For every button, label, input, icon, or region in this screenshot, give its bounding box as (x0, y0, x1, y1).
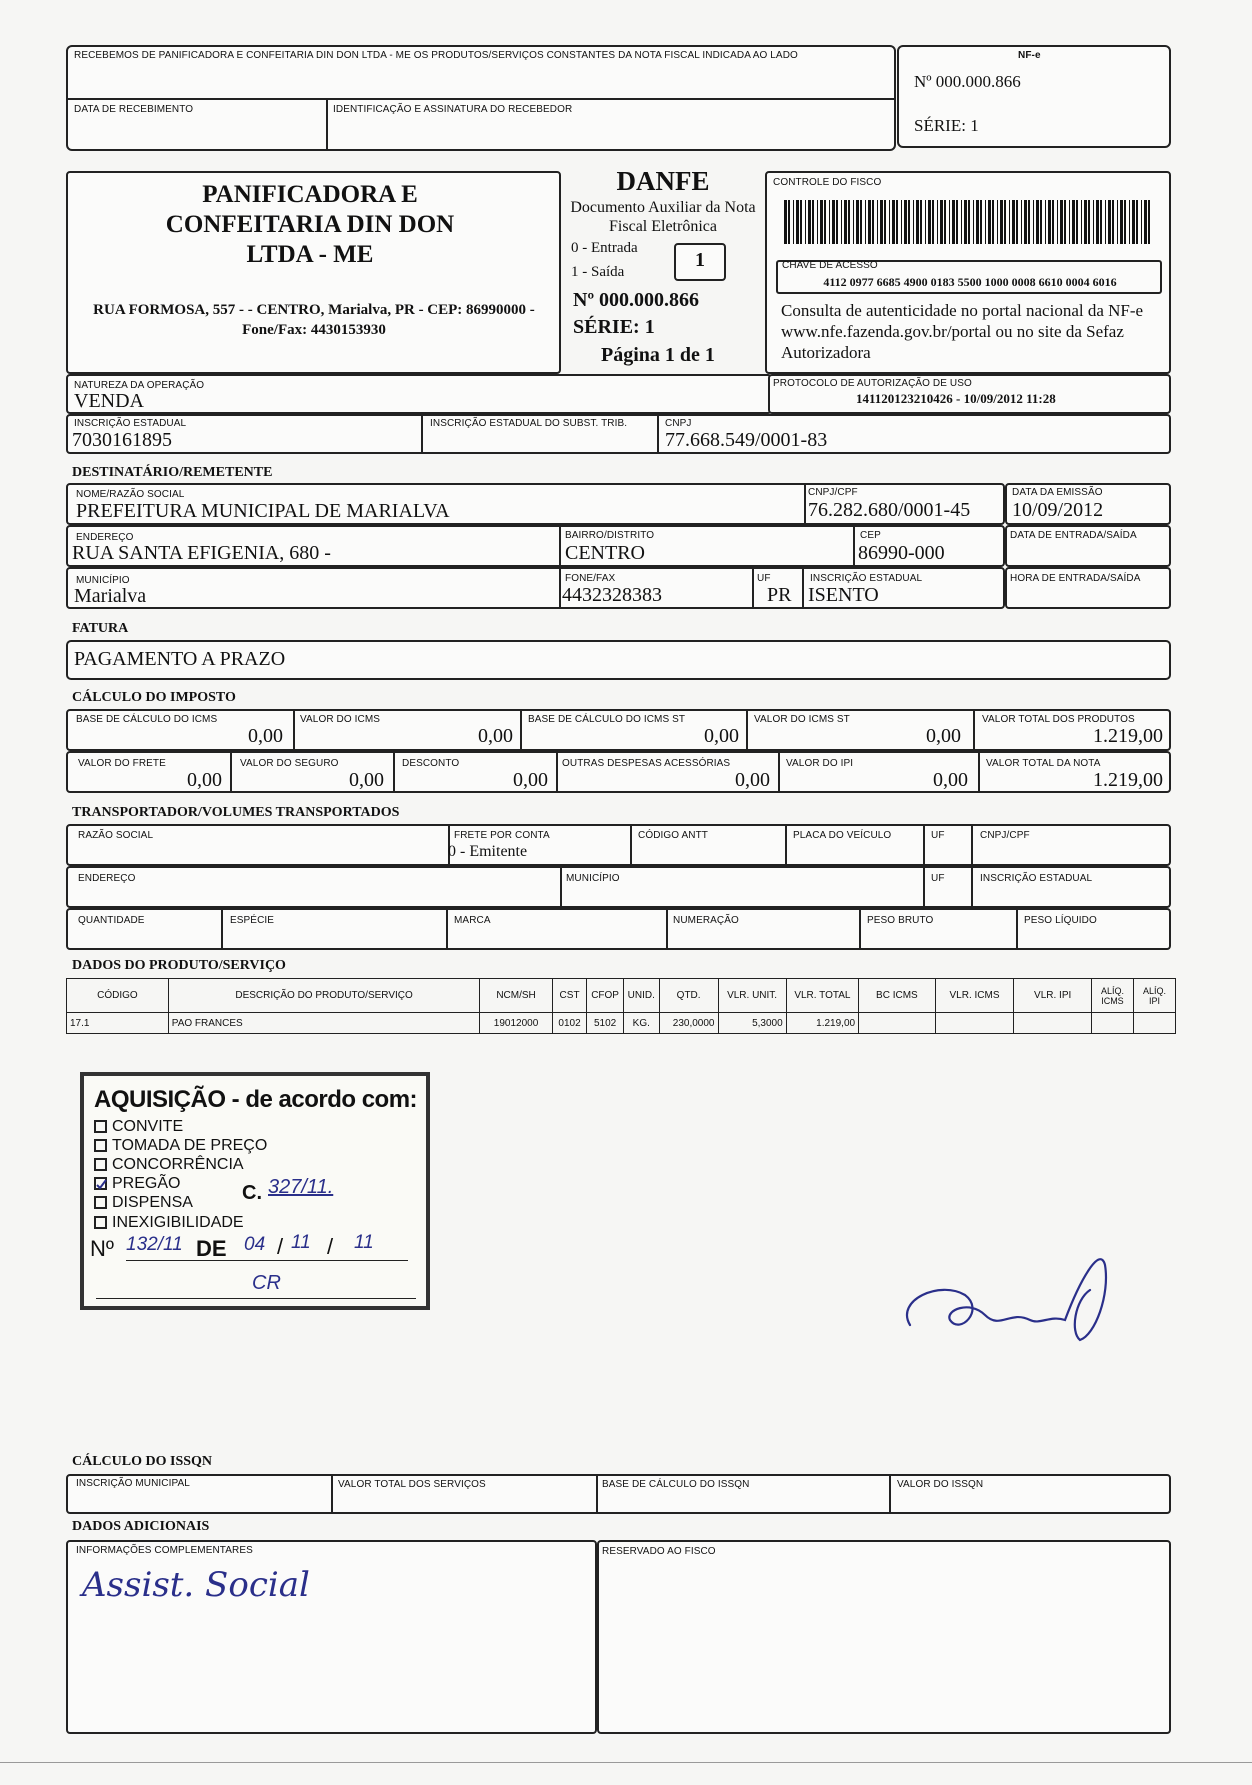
barcode-bar (952, 200, 955, 244)
barcode-bar (968, 200, 970, 244)
uf-label: UF (757, 573, 771, 584)
barcode-bar (872, 200, 874, 244)
barcode-bar (1117, 200, 1118, 244)
barcode-bar (836, 200, 838, 244)
tax2-div3 (556, 751, 558, 793)
transport-cnpj-label: CNPJ/CPF (980, 830, 1030, 841)
danfe-exit: 1 - Saída (571, 264, 625, 280)
freight-label: FRETE POR CONTA (454, 830, 550, 841)
fisco-control-label: CONTROLE DO FISCO (773, 177, 882, 188)
barcode-bar (1076, 200, 1078, 244)
barcode-bar (832, 200, 835, 244)
qty-label: QUANTIDADE (78, 915, 145, 926)
stamp-c-label: C. (242, 1182, 262, 1204)
barcode-bar (913, 200, 914, 244)
tax2-div2 (393, 751, 395, 793)
barcode-bar (956, 200, 958, 244)
barcode-bar (1016, 200, 1018, 244)
tax-ipi-label: VALOR DO IPI (786, 758, 854, 769)
barcode-bar (973, 200, 974, 244)
district-label: BAIRRO/DISTRITO (565, 530, 655, 541)
barcode-bar (793, 200, 794, 244)
checkbox-icon (94, 1139, 107, 1152)
barcode-bar (868, 200, 871, 244)
barcode-bar (925, 200, 926, 244)
col-aliq-ipi: ALÍQ. IPI (1133, 979, 1175, 1013)
col-unit-value: VLR. UNIT. (718, 979, 786, 1013)
barcode-bar (1028, 200, 1030, 244)
tax1-div2 (520, 709, 522, 751)
barcode-bar (841, 200, 842, 244)
tr1-div3 (785, 824, 787, 866)
tax-insurance-value: 0,00 (349, 769, 384, 791)
plate-label: PLACA DO VEÍCULO (793, 830, 892, 841)
barcode-bar (1069, 200, 1070, 244)
tax-bc-icms-value: 0,00 (248, 725, 283, 747)
tax2-div5 (978, 751, 980, 793)
barcode-bar (944, 200, 946, 244)
ie-div2 (657, 414, 659, 454)
issuer-cnpj-label: CNPJ (665, 418, 692, 429)
checkbox-icon (94, 1158, 107, 1171)
stamp-no-label: Nº (90, 1236, 114, 1261)
checkbox-icon (94, 1120, 107, 1133)
issuer-address: RUA FORMOSA, 557 - - CENTRO, Marialva, PR - CEP: 86990000 - Fone/Fax: 4430153930 (93, 302, 535, 338)
barcode-bar (1112, 200, 1114, 244)
transport-section: TRANSPORTADOR/VOLUMES TRANSPORTADOS (72, 805, 400, 820)
barcode-bar (892, 200, 895, 244)
barcode-bar (992, 200, 994, 244)
city-div1 (559, 567, 561, 609)
tr3-div5 (1016, 908, 1018, 950)
stamp-title: AQUISIÇÃO - de acordo com: (94, 1086, 418, 1113)
freight-value: 0 - Emitente (448, 843, 528, 860)
stamp-sep2: / (327, 1234, 334, 1259)
stamp-month: 11 (291, 1232, 311, 1253)
stamp-option-label: PREGÃO (112, 1175, 181, 1192)
reserved-label: RESERVADO AO FISCO (602, 1546, 716, 1557)
tr3-div1 (221, 908, 223, 950)
barcode-bar (1036, 200, 1039, 244)
barcode-bar (928, 200, 931, 244)
transport-ie-label: INSCRIÇÃO ESTADUAL (980, 873, 1093, 884)
phone-label: FONE/FAX (565, 573, 616, 584)
antt-label: CÓDIGO ANTT (638, 830, 708, 841)
tax-bc-icms-st-value: 0,00 (704, 725, 739, 747)
danfe-number: Nº 000.000.866 (573, 289, 700, 311)
barcode-bar (1105, 200, 1106, 244)
barcode-bar (884, 200, 886, 244)
danfe-page: Página 1 de 1 (601, 344, 715, 366)
barcode-bar (1057, 200, 1058, 244)
barcode-bar (1045, 200, 1046, 244)
stamp-signature-line (96, 1298, 416, 1299)
tr2-div3 (971, 866, 973, 908)
tr2-div2 (923, 866, 925, 908)
row-unit-value: 5,3000 (718, 1013, 786, 1034)
stamp-option-inexigibilidade (94, 1214, 244, 1232)
barcode-bar (853, 200, 854, 244)
transport-city-label: MUNICÍPIO (566, 873, 620, 884)
row-ipi-value (1014, 1013, 1092, 1034)
stamp-de-label: DE (196, 1236, 227, 1261)
tax-freight-label: VALOR DO FRETE (78, 758, 166, 769)
additional-section: DADOS ADICIONAIS (72, 1519, 210, 1534)
ie-value: 7030161895 (72, 429, 172, 451)
issqn-div1 (331, 1474, 333, 1514)
tax-total-note-label: VALOR TOTAL DA NOTA (986, 758, 1101, 769)
tax-total-note-value: 1.219,00 (1093, 769, 1163, 791)
barcode-bar (976, 200, 979, 244)
barcode-bar (1108, 200, 1111, 244)
barcode-bar (1120, 200, 1123, 244)
tr1-div2 (630, 824, 632, 866)
danfe-title: DANFE (616, 166, 710, 196)
barcode-bar (889, 200, 890, 244)
barcode-bar (961, 200, 962, 244)
issqn-services-label: VALOR TOTAL DOS SERVIÇOS (338, 1479, 486, 1490)
bottom-edge (0, 1762, 1252, 1763)
receipt-divider (66, 98, 896, 100)
receipt-nfe-number: Nº 000.000.866 (914, 72, 1021, 91)
receipt-date-label: DATA DE RECEBIMENTO (74, 104, 194, 115)
row-icms-value (935, 1013, 1014, 1034)
additional-info-label: INFORMAÇÕES COMPLEMENTARES (76, 1545, 253, 1556)
stamp-option-label: INEXIGIBILIDADE (112, 1214, 244, 1231)
stamp-c-value: 327/11. (268, 1176, 334, 1198)
row-cst: 0102 (552, 1013, 587, 1034)
barcode-bar (820, 200, 823, 244)
emission-label: DATA DA EMISSÃO (1012, 487, 1103, 498)
barcode-bar (824, 200, 826, 244)
barcode-bar (1093, 200, 1094, 244)
barcode-bar (901, 200, 902, 244)
row-bc-icms (859, 1013, 936, 1034)
phone-value: 4432328383 (562, 584, 662, 606)
address-label: ENDEREÇO (76, 532, 134, 543)
protocol-value: 141120123210426 - 10/09/2012 11:28 (856, 391, 1056, 406)
barcode-bar (784, 200, 787, 244)
address-value: RUA SANTA EFIGENIA, 680 - (72, 542, 331, 564)
tax-freight-value: 0,00 (187, 769, 222, 791)
barcode-bar (985, 200, 986, 244)
tax-other-label: OUTRAS DESPESAS ACESSÓRIAS (562, 758, 731, 769)
stamp-year: 11 (354, 1232, 374, 1253)
city-value: Marialva (74, 585, 147, 607)
barcode-bar (1004, 200, 1006, 244)
checkbox-checked-icon (94, 1177, 107, 1190)
barcode (784, 200, 1152, 244)
products-section: DADOS DO PRODUTO/SERVIÇO (72, 958, 286, 973)
barcode-bar (1136, 200, 1138, 244)
uf-value: PR (767, 584, 792, 606)
stamp-day: 04 (244, 1234, 266, 1255)
tax-total-products-value: 1.219,00 (1093, 725, 1163, 747)
barcode-bar (812, 200, 814, 244)
issuer-name: PANIFICADORA E CONFEITARIA DIN DON LTDA - ME (165, 181, 455, 268)
recipient-cnpj-label: CNPJ/CPF (808, 487, 858, 498)
tax2-div4 (778, 751, 780, 793)
tax-total-products-label: VALOR TOTAL DOS PRODUTOS (982, 714, 1135, 725)
recipient-div1 (804, 483, 806, 525)
invoice-section: FATURA (72, 621, 129, 636)
col-unit: UNID. (623, 979, 659, 1013)
ie-div1 (421, 414, 423, 454)
row-cfop: 5102 (587, 1013, 623, 1034)
row-aliq-ipi (1133, 1013, 1175, 1034)
barcode-bar (1048, 200, 1051, 244)
tax1-div3 (746, 709, 748, 751)
row-ncm: 19012000 (480, 1013, 552, 1034)
emission-value: 10/09/2012 (1012, 499, 1104, 521)
danfe-type-value: 1 (695, 249, 705, 271)
col-qty: QTD. (659, 979, 718, 1013)
transport-uf2-label: UF (931, 873, 945, 884)
barcode-bar (1148, 200, 1150, 244)
tax-insurance-label: VALOR DO SEGURO (240, 758, 339, 769)
tr1-div4 (923, 824, 925, 866)
gross-weight-label: PESO BRUTO (867, 915, 934, 926)
tax-icms-st-label: VALOR DO ICMS ST (754, 714, 850, 725)
access-key: 4112 0977 6685 4900 0183 5500 1000 0008 6610 0004 6016 (823, 275, 1117, 289)
stamp-option-label: CONCORRÊNCIA (112, 1156, 244, 1173)
issqn-municipal-label: INSCRIÇÃO MUNICIPAL (76, 1478, 190, 1489)
issqn-div2 (596, 1474, 598, 1514)
nature-value: VENDA (74, 390, 144, 412)
barcode-bar (1088, 200, 1090, 244)
barcode-bar (1124, 200, 1126, 244)
protocol-label: PROTOCOLO DE AUTORIZAÇÃO DE USO (773, 378, 972, 389)
barcode-bar (1132, 200, 1135, 244)
brand-label: MARCA (454, 915, 491, 926)
col-cfop: CFOP (587, 979, 623, 1013)
stamp-option-label: CONVITE (112, 1118, 184, 1135)
addr-div1 (559, 525, 561, 567)
access-key-label: CHAVE DE ACESSO (782, 260, 878, 271)
district-value: CENTRO (565, 542, 645, 564)
reserved-box (597, 1540, 1171, 1734)
products-header-row (67, 979, 1176, 1013)
barcode-bar (860, 200, 862, 244)
tax1-div4 (973, 709, 975, 751)
acquisition-stamp (80, 1072, 430, 1310)
cep-value: 86990-000 (858, 542, 945, 564)
barcode-bar (1096, 200, 1099, 244)
barcode-bar (1040, 200, 1042, 244)
stamp-option-label: TOMADA DE PREÇO (112, 1137, 268, 1154)
recipient-ie-label: INSCRIÇÃO ESTADUAL (810, 573, 923, 584)
tax-icms-st-value: 0,00 (926, 725, 961, 747)
recipient-name: PREFEITURA MUNICIPAL DE MARIALVA (76, 500, 450, 522)
tr1-div5 (971, 824, 973, 866)
issuer-cnpj-value: 77.668.549/0001-83 (665, 429, 828, 451)
barcode-bar (1084, 200, 1087, 244)
cep-label: CEP (860, 530, 881, 541)
stamp-option-dispensa (94, 1194, 193, 1212)
species-label: ESPÉCIE (230, 915, 275, 926)
barcode-bar (800, 200, 802, 244)
col-ipi-value: VLR. IPI (1014, 979, 1092, 1013)
barcode-bar (1021, 200, 1022, 244)
net-weight-label: PESO LÍQUIDO (1024, 915, 1097, 926)
barcode-bar (796, 200, 799, 244)
danfe-subtitle: Documento Auxiliar da Nota Fiscal Eletrônica (570, 199, 756, 235)
row-aliq-icms (1091, 1013, 1133, 1034)
stamp-no-value: 132/11 (126, 1234, 183, 1255)
barcode-bar (1012, 200, 1015, 244)
tax-section: CÁLCULO DO IMPOSTO (72, 690, 236, 705)
barcode-bar (1129, 200, 1130, 244)
barcode-bar (980, 200, 982, 244)
barcode-bar (1033, 200, 1034, 244)
receipt-signature-label: IDENTIFICAÇÃO E ASSINATURA DO RECEBEDOR (333, 104, 573, 115)
stamp-option-label: DISPENSA (112, 1194, 193, 1211)
stamp-date-underline (126, 1260, 408, 1261)
issqn-div3 (889, 1474, 891, 1514)
barcode-bar (808, 200, 811, 244)
col-aliq-icms: ALÍQ. ICMS (1091, 979, 1133, 1013)
barcode-bar (1024, 200, 1027, 244)
barcode-bar (844, 200, 847, 244)
issqn-base-label: BASE DE CÁLCULO DO ISSQN (602, 1479, 750, 1490)
barcode-bar (788, 200, 790, 244)
tax2-div1 (230, 751, 232, 793)
col-description: DESCRIÇÃO DO PRODUTO/SERVIÇO (168, 979, 480, 1013)
barcode-bar (1144, 200, 1147, 244)
recipient-ie-value: ISENTO (808, 584, 879, 606)
col-cst: CST (552, 979, 587, 1013)
tr2-div1 (560, 866, 562, 908)
danfe-entry: 0 - Entrada (571, 240, 638, 256)
stamp-option-concorrencia (94, 1156, 244, 1174)
issqn-value-label: VALOR DO ISSQN (897, 1479, 984, 1490)
barcode-bar (1064, 200, 1066, 244)
nature-label: NATUREZA DA OPERAÇÃO (74, 380, 205, 391)
barcode-bar (805, 200, 806, 244)
danfe-serie: SÉRIE: 1 (573, 316, 655, 338)
barcode-bar (896, 200, 898, 244)
barcode-bar (1141, 200, 1142, 244)
col-icms-value: VLR. ICMS (935, 979, 1014, 1013)
barcode-bar (877, 200, 878, 244)
barcode-bar (829, 200, 830, 244)
barcode-bar (1052, 200, 1054, 244)
tax-discount-label: DESCONTO (402, 758, 460, 769)
tax-other-value: 0,00 (735, 769, 770, 791)
tax-bc-icms-label: BASE DE CÁLCULO DO ICMS (76, 714, 218, 725)
stamp-option-convite (94, 1118, 183, 1136)
recipient-section: DESTINATÁRIO/REMETENTE (72, 465, 273, 480)
barcode-bar (964, 200, 967, 244)
receipt-nfe-label: NF-e (1018, 50, 1041, 61)
barcode-bar (1100, 200, 1102, 244)
receipt-nfe-serie: SÉRIE: 1 (914, 116, 979, 135)
time-label: HORA DE ENTRADA/SAÍDA (1010, 573, 1141, 584)
city-div3 (802, 567, 804, 609)
barcode-bar (1000, 200, 1003, 244)
tax-ipi-value: 0,00 (933, 769, 968, 791)
transport-uf-label: UF (931, 830, 945, 841)
barcode-bar (865, 200, 866, 244)
tax1-div1 (293, 709, 295, 751)
barcode-bar (937, 200, 938, 244)
barcode-bar (997, 200, 998, 244)
barcode-bar (1072, 200, 1075, 244)
row-unit: KG. (623, 1013, 659, 1034)
table-row (67, 1013, 1176, 1034)
entry-date-label: DATA DE ENTRADA/SAÍDA (1010, 530, 1137, 541)
issqn-section: CÁLCULO DO ISSQN (72, 1454, 213, 1469)
checkbox-icon (94, 1196, 107, 1209)
receipt-text: RECEBEMOS DE PANIFICADORA E CONFEITARIA DIN DON LTDA - ME OS PRODUTOS/SERVIÇOS CONSTANTES DA NOTA FISCAL INDICADA AO LADO (74, 50, 798, 61)
transport-company-label: RAZÃO SOCIAL (78, 830, 154, 841)
barcode-bar (1081, 200, 1082, 244)
additional-info-handwritten: Assist. Social (82, 1565, 310, 1605)
stamp-option-pregao (94, 1175, 180, 1193)
checkbox-icon (94, 1216, 107, 1229)
city-div2 (752, 567, 754, 609)
barcode-bar (920, 200, 922, 244)
products-table (66, 978, 1176, 1034)
col-bc-icms: BC ICMS (859, 979, 936, 1013)
col-total-value: VLR. TOTAL (786, 979, 858, 1013)
tax-bc-icms-st-label: BASE DE CÁLCULO DO ICMS ST (528, 714, 686, 725)
tr3-div4 (859, 908, 861, 950)
barcode-bar (940, 200, 943, 244)
tax-icms-value: 0,00 (478, 725, 513, 747)
col-code: CÓDIGO (67, 979, 169, 1013)
barcode-bar (904, 200, 907, 244)
city-label: MUNICÍPIO (76, 575, 130, 586)
barcode-bar (932, 200, 934, 244)
stamp-initials: CR (252, 1272, 281, 1294)
barcode-bar (880, 200, 883, 244)
barcode-bar (856, 200, 859, 244)
barcode-bar (1060, 200, 1063, 244)
barcode-bar (817, 200, 818, 244)
ie-label: INSCRIÇÃO ESTADUAL (74, 418, 187, 429)
row-description: PAO FRANCES (168, 1013, 480, 1034)
transport-address-label: ENDEREÇO (78, 873, 136, 884)
barcode-bar (916, 200, 919, 244)
tax-discount-value: 0,00 (513, 769, 548, 791)
signature-image (890, 1240, 1130, 1360)
receipt-vdivider (326, 98, 328, 151)
row-code: 17.1 (67, 1013, 169, 1034)
recipient-cnpj: 76.282.680/0001-45 (808, 499, 971, 521)
ie-st-label: INSCRIÇÃO ESTADUAL DO SUBST. TRIB. (430, 418, 628, 429)
barcode-bar (1009, 200, 1010, 244)
fisco-consult: Consulta de autenticidade no portal nacional da NF-e www.nfe.fazenda.gov.br/portal ou no site da Sefaz Autorizadora (781, 301, 1144, 362)
col-ncm: NCM/SH (480, 979, 552, 1013)
tax-icms-label: VALOR DO ICMS (300, 714, 381, 725)
invoice-text: PAGAMENTO A PRAZO (74, 648, 286, 670)
barcode-bar (908, 200, 910, 244)
recipient-name-label: NOME/RAZÃO SOCIAL (76, 489, 185, 500)
row-qty: 230,0000 (659, 1013, 718, 1034)
barcode-bar (988, 200, 991, 244)
stamp-sep1: / (277, 1234, 284, 1259)
stamp-option-tomada (94, 1137, 267, 1155)
numbering-label: NUMERAÇÃO (673, 915, 739, 926)
tr3-div2 (446, 908, 448, 950)
tr3-div3 (666, 908, 668, 950)
barcode-bar (848, 200, 850, 244)
row-total-value: 1.219,00 (786, 1013, 858, 1034)
addr-div2 (853, 525, 855, 567)
barcode-bar (949, 200, 950, 244)
